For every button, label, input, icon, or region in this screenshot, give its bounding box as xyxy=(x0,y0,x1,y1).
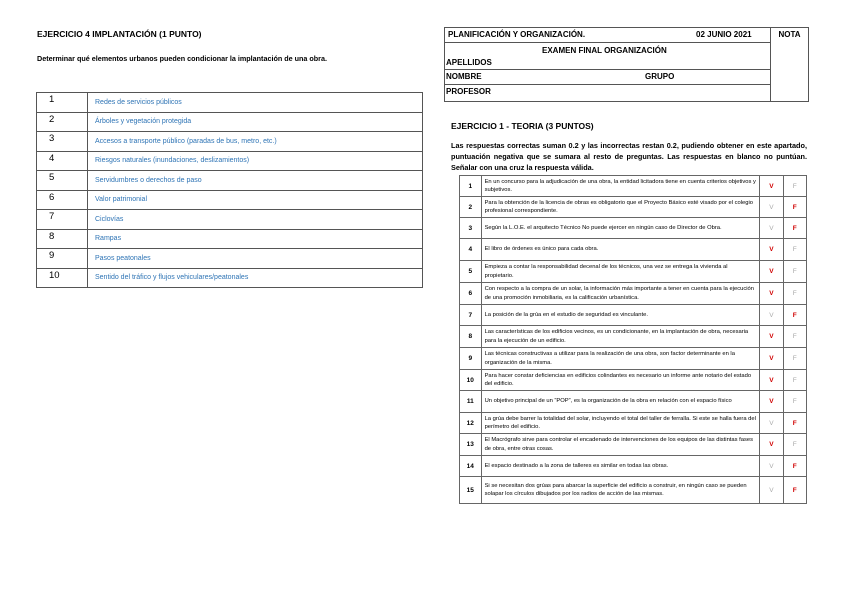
ex1-question-text: Empieza a contar la responsabilidad decenal de los técnicos, una vez se entrega la vivienda al propietario. xyxy=(481,261,760,283)
exam-name: EXAMEN FINAL ORGANIZACIÓN xyxy=(542,46,667,55)
ex1-answer-true[interactable]: V xyxy=(760,283,783,305)
exercise-4-table xyxy=(36,92,423,288)
ex1-question-number: 7 xyxy=(460,305,482,326)
exercise-1-table xyxy=(459,175,807,504)
ex4-item-text[interactable]: Valor patrimonial xyxy=(88,190,423,210)
ex1-question-number: 6 xyxy=(460,283,482,305)
ex1-question-text: Las características de los edificios vecinos, es un condicionante, en la implantación de obra, necesaria para la ejecución de un edificio. xyxy=(481,326,760,348)
header-exam-row xyxy=(445,43,770,56)
ex1-answer-false[interactable]: F xyxy=(783,456,806,477)
ex4-row xyxy=(37,210,423,230)
ex4-item-number: 2 xyxy=(37,112,88,132)
ex4-item-number: 1 xyxy=(37,93,88,113)
ex1-question-text: Un objetivo principal de un “POP”, es la organización de la obra en relación con el espacio físico xyxy=(481,391,760,413)
ex1-row xyxy=(460,456,807,477)
ex1-question-text: Según la L.O.E. el arquitecto Técnico No puede ejercer en ningún caso de Director de Obra. xyxy=(481,218,760,239)
ex4-item-number: 3 xyxy=(37,132,88,152)
ex1-question-text: La posición de la grúa en el estudio de seguridad es vinculante. xyxy=(481,305,760,326)
ex4-item-text[interactable]: Ciclovías xyxy=(88,210,423,230)
ex1-answer-false[interactable]: F xyxy=(783,391,806,413)
ex1-answer-true[interactable]: V xyxy=(760,305,783,326)
ex1-answer-false[interactable]: F xyxy=(783,261,806,283)
ex1-question-number: 2 xyxy=(460,197,482,218)
ex1-answer-false[interactable]: F xyxy=(783,477,806,504)
course-title: PLANIFICACIÓN Y ORGANIZACIÓN. xyxy=(448,30,586,39)
ex1-question-number: 15 xyxy=(460,477,482,504)
ex4-row xyxy=(37,190,423,210)
ex4-item-number: 10 xyxy=(37,268,88,288)
ex4-item-number: 5 xyxy=(37,171,88,191)
ex1-answer-true[interactable]: V xyxy=(760,261,783,283)
ex4-item-text[interactable]: Rampas xyxy=(88,229,423,249)
nombre-label: NOMBRE xyxy=(446,72,482,81)
ex1-answer-false[interactable]: F xyxy=(783,176,806,197)
ex1-question-number: 3 xyxy=(460,218,482,239)
ex1-question-number: 5 xyxy=(460,261,482,283)
ex1-answer-true[interactable]: V xyxy=(760,413,783,434)
ex1-answer-true[interactable]: V xyxy=(760,326,783,348)
ex1-answer-false[interactable]: F xyxy=(783,218,806,239)
exercise-4-question: Determinar qué elementos urbanos pueden condicionar la implantación de una obra. xyxy=(37,54,327,63)
ex1-question-text: El Macrógrafo sirve para controlar el encadenado de intervenciones de los equipos de las distintas fases de obra, entre otras cosas. xyxy=(481,434,760,456)
ex4-row xyxy=(37,249,423,269)
ex1-answer-false[interactable]: F xyxy=(783,239,806,261)
ex4-item-number: 7 xyxy=(37,210,88,230)
header-apellidos-row[interactable] xyxy=(445,56,770,70)
ex4-row xyxy=(37,132,423,152)
ex1-question-text: El espacio destinado a la zona de talleres es similar en todas las obras. xyxy=(481,456,760,477)
ex4-row xyxy=(37,151,423,171)
ex1-row xyxy=(460,218,807,239)
ex1-answer-true[interactable]: V xyxy=(760,348,783,370)
ex1-row xyxy=(460,197,807,218)
ex1-question-number: 13 xyxy=(460,434,482,456)
ex4-item-text[interactable]: Pasos peatonales xyxy=(88,249,423,269)
ex1-answer-true[interactable]: V xyxy=(760,456,783,477)
ex4-item-number: 6 xyxy=(37,190,88,210)
exercise-4-title: EJERCICIO 4 IMPLANTACIÓN (1 PUNTO) xyxy=(37,29,202,39)
ex1-row xyxy=(460,348,807,370)
exercise-1-instructions: Las respuestas correctas suman 0.2 y las incorrectas restan 0.2, pudiendo obtener en este apartado, puntuación negativa que se sumara al resto de preguntas. Las respuestas en blanco no puntúan. Señalar con una cruz la respuesta válida. xyxy=(451,141,807,172)
ex1-row xyxy=(460,413,807,434)
ex1-answer-false[interactable]: F xyxy=(783,348,806,370)
ex1-question-number: 1 xyxy=(460,176,482,197)
exam-date: 02 JUNIO 2021 xyxy=(696,30,752,39)
ex1-answer-false[interactable]: F xyxy=(783,305,806,326)
ex4-row xyxy=(37,112,423,132)
ex4-row xyxy=(37,93,423,113)
ex4-item-number: 4 xyxy=(37,151,88,171)
ex1-row xyxy=(460,239,807,261)
ex1-answer-true[interactable]: V xyxy=(760,218,783,239)
ex1-question-number: 9 xyxy=(460,348,482,370)
ex1-question-number: 12 xyxy=(460,413,482,434)
ex4-item-number: 9 xyxy=(37,249,88,269)
ex4-row xyxy=(37,229,423,249)
ex1-answer-false[interactable]: F xyxy=(783,370,806,391)
apellidos-label: APELLIDOS xyxy=(446,58,492,67)
exam-header-box xyxy=(444,27,809,102)
ex1-question-number: 14 xyxy=(460,456,482,477)
ex1-question-text: En un concurso para la adjudicación de una obra, la entidad licitadora tiene en cuenta criterios objetivos y subjetivos. xyxy=(481,176,760,197)
ex1-row xyxy=(460,261,807,283)
ex1-row xyxy=(460,370,807,391)
ex4-item-text[interactable]: Sentido del tráfico y flujos vehiculares/peatonales xyxy=(88,268,423,288)
ex1-row xyxy=(460,305,807,326)
ex1-question-number: 8 xyxy=(460,326,482,348)
ex1-question-text: Las técnicas constructivas a utilizar para la realización de una obra, son factor determinante en la organización de la misma. xyxy=(481,348,760,370)
ex1-row xyxy=(460,434,807,456)
ex1-answer-true[interactable]: V xyxy=(760,477,783,504)
ex4-item-text[interactable]: Redes de servicios públicos xyxy=(88,93,423,113)
ex4-item-text[interactable]: Accesos a transporte público (paradas de bus, metro, etc.) xyxy=(88,132,423,152)
ex1-answer-false[interactable]: F xyxy=(783,283,806,305)
ex1-row xyxy=(460,326,807,348)
ex4-item-text[interactable]: Riesgos naturales (inundaciones, deslizamientos) xyxy=(88,151,423,171)
ex4-item-text[interactable]: Árboles y vegetación protegida xyxy=(88,112,423,132)
ex1-question-text: El libro de órdenes es único para cada obra. xyxy=(481,239,760,261)
ex1-question-text: Para la obtención de la licencia de obras es obligatorio que el Proyecto Básico esté visado por el colegio profesional correspondiente. xyxy=(481,197,760,218)
ex1-question-text: Si se necesitan dos grúas para abarcar la superficie del edificio a construir, en ningún caso se pueden solapar los círculos dibujados por los radios de acción de las mismas. xyxy=(481,477,760,504)
header-profesor-row[interactable] xyxy=(445,85,770,100)
exercise-1-title: EJERCICIO 1 - TEORIA (3 PUNTOS) xyxy=(451,121,594,131)
ex1-answer-false[interactable]: F xyxy=(783,326,806,348)
ex1-answer-true[interactable]: V xyxy=(760,176,783,197)
ex1-answer-true[interactable]: V xyxy=(760,391,783,413)
ex1-answer-false[interactable]: F xyxy=(783,197,806,218)
ex1-question-number: 10 xyxy=(460,370,482,391)
nota-label: NOTA xyxy=(778,30,801,39)
grupo-label: GRUPO xyxy=(645,72,675,81)
profesor-label: PROFESOR xyxy=(446,87,491,96)
ex4-row xyxy=(37,268,423,288)
ex1-answer-true[interactable]: V xyxy=(760,370,783,391)
ex1-row xyxy=(460,176,807,197)
ex1-question-number: 4 xyxy=(460,239,482,261)
ex4-item-number: 8 xyxy=(37,229,88,249)
ex1-answer-false[interactable]: F xyxy=(783,413,806,434)
ex1-answer-true[interactable]: V xyxy=(760,239,783,261)
ex1-answer-true[interactable]: V xyxy=(760,197,783,218)
ex1-row xyxy=(460,477,807,504)
ex4-row xyxy=(37,171,423,191)
ex1-question-text: Para hacer constar deficiencias en edificios colindantes es necesario un informe ante notario del estado del edificio. xyxy=(481,370,760,391)
ex1-question-text: Con respecto a la compra de un solar, la información más importante a tener en cuenta para la ejecución de una promoción inmobiliaria, es la calificación urbanística. xyxy=(481,283,760,305)
ex4-item-text[interactable]: Servidumbres o derechos de paso xyxy=(88,171,423,191)
ex1-question-text: La grúa debe barrer la totalidad del solar, incluyendo el total del taller de ferralla. Si este se halla fuera del perímetro del edificio. xyxy=(481,413,760,434)
ex1-answer-false[interactable]: F xyxy=(783,434,806,456)
ex1-answer-true[interactable]: V xyxy=(760,434,783,456)
ex1-row xyxy=(460,391,807,413)
ex1-row xyxy=(460,283,807,305)
header-nombre-row[interactable] xyxy=(445,70,770,85)
header-course-row xyxy=(445,28,770,43)
ex1-question-number: 11 xyxy=(460,391,482,413)
